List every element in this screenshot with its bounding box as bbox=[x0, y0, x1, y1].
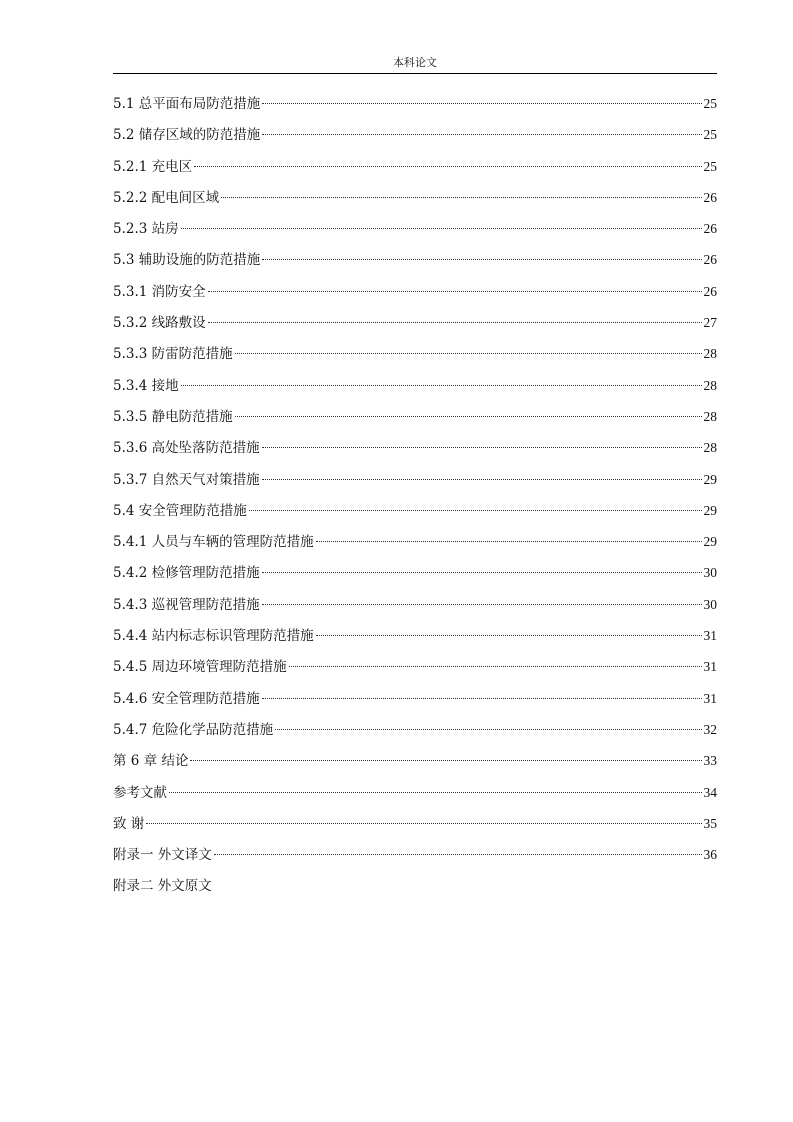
toc-entry[interactable] bbox=[113, 436, 717, 467]
toc-entry-title: 5.3.6 高处坠落防范措施 bbox=[113, 440, 260, 457]
toc-dot-leader bbox=[181, 385, 702, 386]
toc-dot-leader bbox=[146, 823, 701, 824]
toc-entry-title: 附录一 外文译文 bbox=[113, 847, 212, 864]
toc-entry-page-number: 28 bbox=[703, 377, 717, 393]
toc-entry-page-number: 26 bbox=[703, 221, 717, 237]
toc-entry[interactable] bbox=[113, 874, 717, 905]
toc-entry[interactable] bbox=[113, 561, 717, 592]
toc-dot-leader bbox=[169, 792, 702, 793]
toc-entry-title: 5.3.4 接地 bbox=[113, 377, 179, 394]
toc-dot-leader bbox=[221, 197, 701, 198]
toc-entry[interactable] bbox=[113, 687, 717, 718]
toc-entry[interactable] bbox=[113, 155, 717, 186]
toc-entry-page-number: 25 bbox=[703, 158, 717, 174]
toc-entry[interactable] bbox=[113, 749, 717, 780]
toc-entry-page-number: 35 bbox=[703, 815, 717, 831]
toc-dot-leader bbox=[249, 510, 702, 511]
header-rule bbox=[113, 73, 717, 74]
toc-entry-page-number: 31 bbox=[703, 628, 717, 644]
page-header: 本科论文 bbox=[393, 56, 437, 69]
toc-entry[interactable] bbox=[113, 655, 717, 686]
table-of-contents bbox=[113, 92, 717, 906]
toc-entry-title: 5.2.1 充电区 bbox=[113, 158, 193, 175]
toc-dot-leader bbox=[262, 103, 701, 104]
toc-entry-page-number: 29 bbox=[703, 502, 717, 518]
toc-entry-title: 5.3.7 自然天气对策措施 bbox=[113, 471, 260, 488]
toc-entry[interactable] bbox=[113, 311, 717, 342]
toc-entry[interactable] bbox=[113, 593, 717, 624]
toc-dot-leader bbox=[316, 541, 702, 542]
toc-entry-title: 5.1 总平面布局防范措施 bbox=[113, 96, 261, 112]
toc-entry-page-number: 26 bbox=[703, 189, 717, 205]
toc-entry-page-number: 34 bbox=[703, 784, 717, 800]
toc-entry-page-number: 31 bbox=[703, 690, 717, 706]
toc-entry[interactable] bbox=[113, 186, 717, 217]
toc-dot-leader bbox=[181, 228, 702, 229]
toc-entry-page-number: 25 bbox=[703, 96, 717, 111]
toc-dot-leader bbox=[262, 479, 702, 480]
toc-entry-page-number: 28 bbox=[703, 346, 717, 362]
toc-entry-page-number: 29 bbox=[703, 471, 717, 487]
toc-entry[interactable] bbox=[113, 405, 717, 436]
toc-entry[interactable] bbox=[113, 123, 717, 154]
toc-entry[interactable] bbox=[113, 468, 717, 499]
toc-dot-leader bbox=[262, 698, 702, 699]
toc-entry[interactable] bbox=[113, 92, 717, 123]
toc-entry-title: 5.4.5 周边环境管理防范措施 bbox=[113, 659, 287, 676]
toc-entry-title: 5.4 安全管理防范措施 bbox=[113, 502, 247, 519]
toc-entry-title: 5.4.7 危险化学品防范措施 bbox=[113, 721, 274, 738]
toc-dot-leader bbox=[316, 635, 702, 636]
toc-entry[interactable] bbox=[113, 530, 717, 561]
toc-entry-page-number: 30 bbox=[703, 565, 717, 581]
toc-entry-page-number: 26 bbox=[703, 283, 717, 299]
toc-dot-leader bbox=[262, 447, 702, 448]
toc-entry-title: 致 谢 bbox=[113, 815, 145, 832]
toc-entry[interactable] bbox=[113, 374, 717, 405]
toc-entry-page-number: 32 bbox=[703, 721, 717, 737]
toc-entry-page-number: 28 bbox=[703, 440, 717, 456]
toc-entry-title: 5.4.3 巡视管理防范措施 bbox=[113, 596, 260, 613]
toc-entry-title: 5.3.2 线路敷设 bbox=[113, 315, 206, 332]
toc-entry-page-number: 26 bbox=[703, 252, 717, 268]
toc-entry-title: 5.2.2 配电间区域 bbox=[113, 189, 220, 206]
toc-entry-page-number: 27 bbox=[703, 315, 717, 331]
toc-entry[interactable] bbox=[113, 499, 717, 530]
toc-entry[interactable] bbox=[113, 843, 717, 874]
toc-entry-title: 5.3.3 防雷防范措施 bbox=[113, 346, 233, 363]
toc-dot-leader bbox=[235, 416, 702, 417]
toc-entry-title: 附录二 外文原文 bbox=[113, 878, 212, 895]
toc-entry-page-number: 31 bbox=[703, 659, 717, 675]
toc-entry-title: 第 6 章 结论 bbox=[113, 753, 189, 770]
toc-dot-leader bbox=[262, 134, 701, 135]
toc-dot-leader bbox=[235, 353, 702, 354]
toc-dot-leader bbox=[208, 322, 702, 323]
toc-entry-title: 5.4.2 检修管理防范措施 bbox=[113, 565, 260, 582]
toc-entry-title: 5.3.5 静电防范措施 bbox=[113, 408, 233, 425]
toc-dot-leader bbox=[208, 291, 702, 292]
toc-entry[interactable] bbox=[113, 217, 717, 248]
toc-entry[interactable] bbox=[113, 624, 717, 655]
toc-entry[interactable] bbox=[113, 718, 717, 749]
toc-entry-title: 5.2.3 站房 bbox=[113, 221, 179, 238]
toc-entry[interactable] bbox=[113, 781, 717, 812]
toc-dot-leader bbox=[190, 760, 701, 761]
toc-entry-page-number: 33 bbox=[703, 753, 717, 769]
toc-dot-leader bbox=[289, 666, 702, 667]
toc-entry[interactable] bbox=[113, 248, 717, 279]
toc-dot-leader bbox=[275, 729, 701, 730]
toc-entry-page-number: 28 bbox=[703, 408, 717, 424]
toc-dot-leader bbox=[214, 854, 702, 855]
toc-entry-title: 5.3.1 消防安全 bbox=[113, 283, 206, 300]
toc-entry-page-number: 25 bbox=[703, 127, 717, 143]
toc-entry-title: 5.4.1 人员与车辆的管理防范措施 bbox=[113, 534, 314, 551]
toc-entry-page-number: 30 bbox=[703, 596, 717, 612]
toc-entry[interactable] bbox=[113, 812, 717, 843]
toc-entry[interactable] bbox=[113, 342, 717, 373]
toc-entry-title: 5.3 辅助设施的防范措施 bbox=[113, 252, 261, 269]
toc-dot-leader bbox=[262, 604, 702, 605]
toc-entry-title: 参考文献 bbox=[113, 784, 167, 801]
toc-entry-page-number: 36 bbox=[703, 847, 717, 863]
toc-entry-title: 5.4.4 站内标志标识管理防范措施 bbox=[113, 628, 314, 645]
toc-dot-leader bbox=[194, 166, 701, 167]
toc-dot-leader bbox=[262, 572, 702, 573]
toc-entry[interactable] bbox=[113, 280, 717, 311]
toc-dot-leader bbox=[262, 259, 701, 260]
toc-entry-page-number: 29 bbox=[703, 534, 717, 550]
toc-entry-title: 5.2 储存区域的防范措施 bbox=[113, 127, 261, 144]
toc-entry-title: 5.4.6 安全管理防范措施 bbox=[113, 690, 260, 707]
